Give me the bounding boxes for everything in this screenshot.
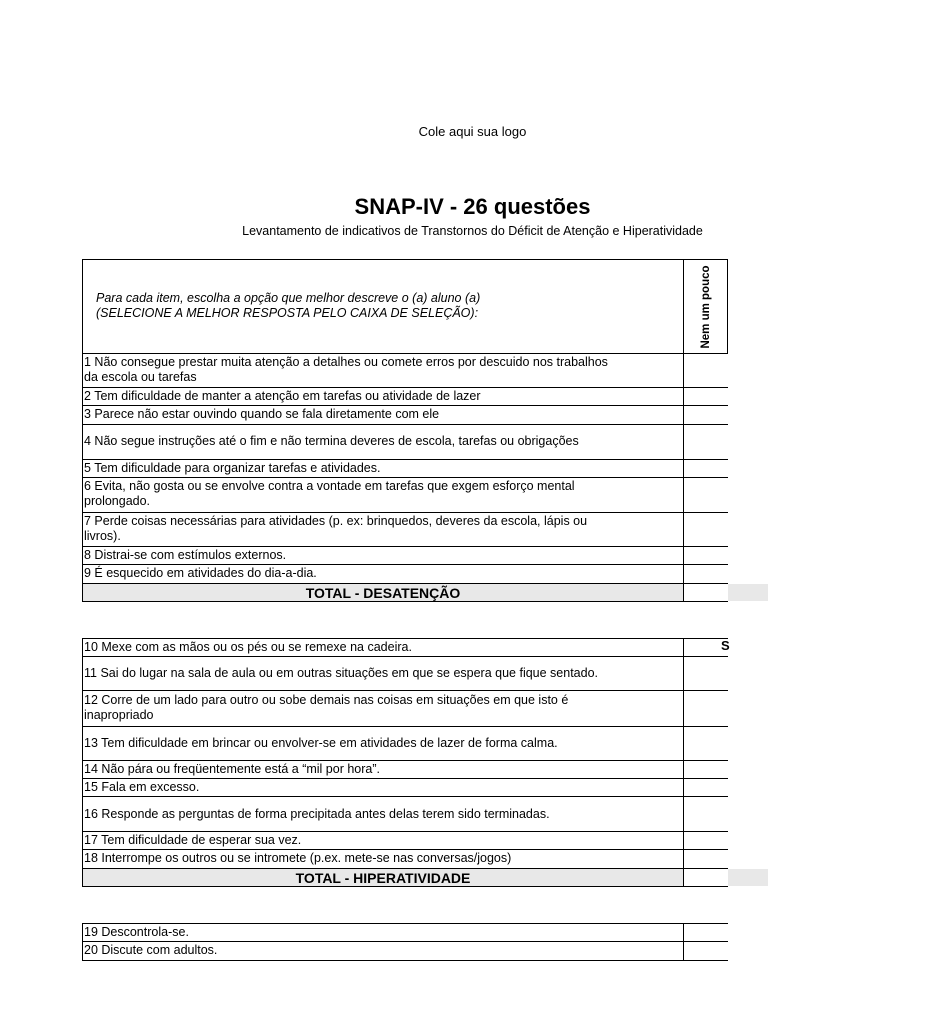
question-text: 7 Perde coisas necessárias para atividades (p. ex: brinquedos, deveres da escola, lápis ou (84, 514, 588, 528)
logo-placeholder: Cole aqui sua logo (418, 124, 527, 139)
column-header-label: Nem um pouco (700, 264, 712, 349)
question-text-cont: livros). (84, 529, 121, 543)
question-row (84, 434, 682, 449)
question-text: 5 Tem dificuldade para organizar tarefas e atividades. (84, 461, 381, 475)
question-text: 2 Tem dificuldade de manter a atenção em tarefas ou atividade de lazer (84, 389, 481, 403)
question-row (84, 807, 682, 822)
instructions (96, 291, 676, 321)
question-row (84, 548, 682, 563)
question-row (84, 693, 682, 723)
total-inattention: TOTAL - DESATENÇÃO (305, 585, 461, 601)
question-text-cont: da escola ou tarefas (84, 370, 197, 384)
total-hyperactivity: TOTAL - HIPERATIVIDADE (295, 870, 471, 886)
question-text: 12 Corre de um lado para outro ou sobe demais nas coisas em situações em que isto é (84, 693, 569, 707)
question-text: 13 Tem dificuldade em brincar ou envolver-se em atividades de lazer de forma calma. (84, 736, 558, 750)
question-row (84, 640, 682, 655)
question-row (84, 762, 682, 777)
question-text: 9 É esquecido em atividades do dia-a-dia. (84, 566, 317, 580)
question-row (84, 851, 682, 866)
instructions-line: Para cada item, escolha a opção que melhor descreve o (a) aluno (a) (96, 291, 481, 305)
question-text-cont: inapropriado (84, 708, 154, 722)
question-text: 20 Discute com adultos. (84, 943, 218, 957)
question-row (84, 833, 682, 848)
instructions-line: (SELECIONE A MELHOR RESPOSTA PELO CAIXA DE SELEÇÃO): (96, 306, 479, 320)
question-text: 18 Interrompe os outros ou se intromete (p.ex. mete-se nas conversas/jogos) (84, 851, 512, 865)
question-text: 6 Evita, não gosta ou se envolve contra a vontade em tarefas que exgem esforço mental (84, 479, 575, 493)
question-row (84, 407, 682, 422)
question-text: 14 Não pára ou freqüentemente está a “mil por hora”. (84, 762, 381, 776)
question-row (84, 389, 682, 404)
question-text: 11 Sai do lugar na sala de aula ou em outras situações em que se espera que fique sentado. (84, 666, 599, 680)
column-header-nem-um-pouco (685, 261, 727, 352)
question-row (84, 736, 682, 751)
question-row (84, 566, 682, 581)
question-text: 3 Parece não estar ouvindo quando se fala diretamente com ele (84, 407, 440, 421)
question-text: 19 Descontrola-se. (84, 925, 189, 939)
question-row (84, 780, 682, 795)
page-subtitle: Levantamento de indicativos de Transtornos do Déficit de Atenção e Hiperatividade (242, 224, 703, 238)
question-row (84, 461, 682, 476)
question-text: 16 Responde as perguntas de forma precipitada antes delas terem sido terminadas. (84, 807, 550, 821)
page-title: SNAP-IV - 26 questões (354, 194, 591, 219)
question-row (84, 925, 682, 940)
question-row (84, 479, 682, 509)
question-text: 1 Não consegue prestar muita atenção a detalhes ou comete erros por descuido nos trabalhos (84, 355, 608, 369)
question-row (84, 514, 682, 544)
question-row (84, 355, 682, 385)
question-text: 8 Distrai-se com estímulos externos. (84, 548, 287, 562)
question-text-cont: prolongado. (84, 494, 151, 508)
question-text: 17 Tem dificuldade de esperar sua vez. (84, 833, 302, 847)
question-text: 4 Não segue instruções até o fim e não termina deveres de escola, tarefas ou obrigações (84, 434, 579, 448)
question-text: 15 Fala em excesso. (84, 780, 200, 794)
question-row (84, 666, 682, 681)
question-row (84, 943, 682, 958)
question-text: 10 Mexe com as mãos ou os pés ou se remexe na cadeira. (84, 640, 412, 654)
column-header-fragment: S (721, 638, 730, 653)
